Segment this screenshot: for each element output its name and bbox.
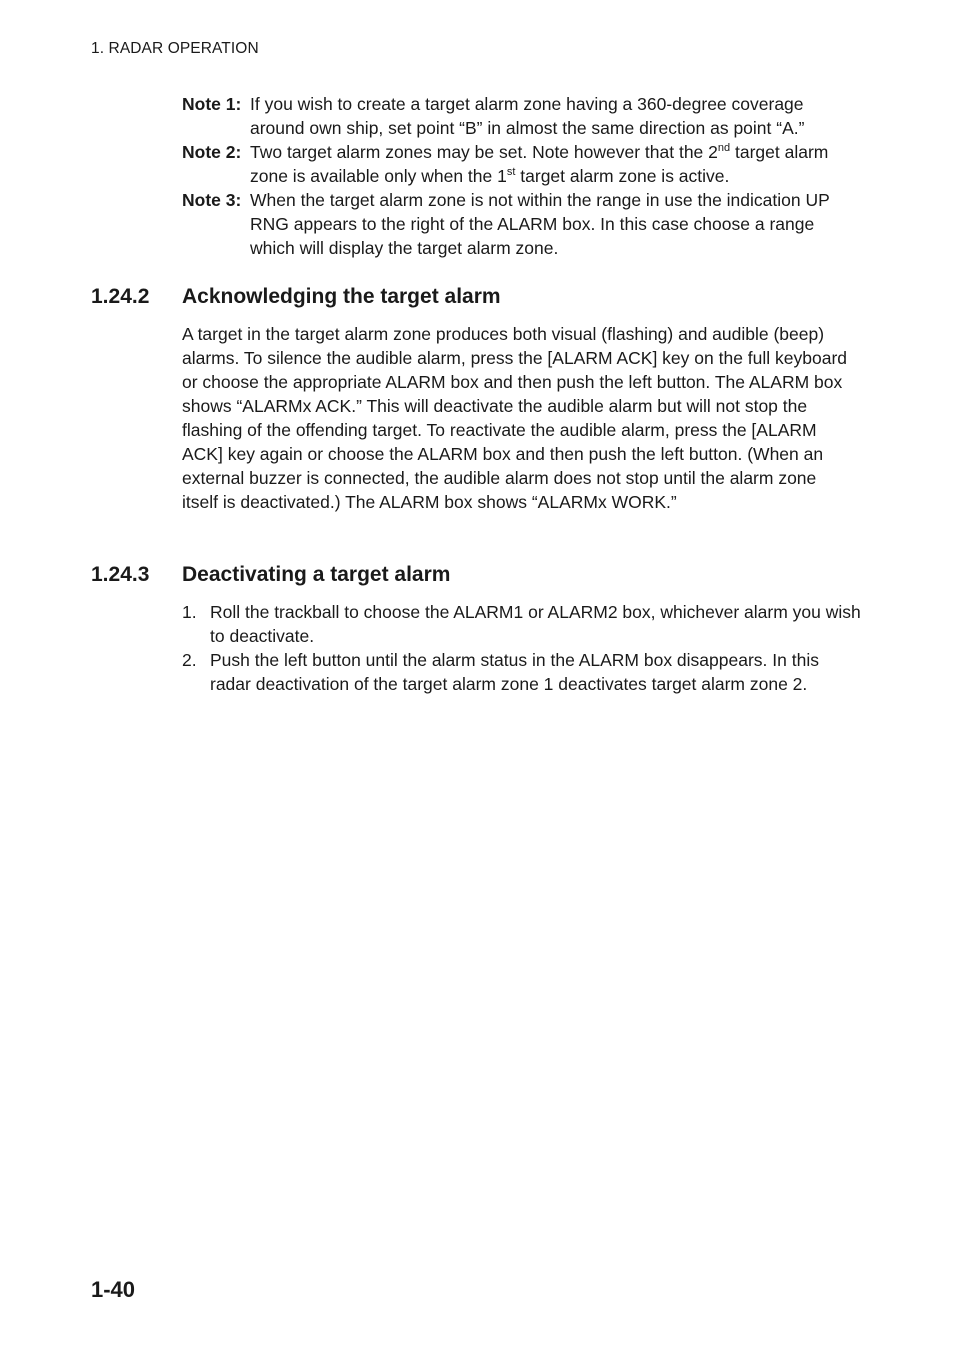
section-number: 1.24.3: [91, 563, 150, 586]
section-number: 1.24.2: [91, 285, 150, 308]
acknowledge-paragraph: A target in the target alarm zone produces both visual (flashing) and audible (beep) alarms. To silence the audible alarm, press the [ALARM ACK] key on the full keyboard or choose the appropriate ALARM box and then push the left button. The ALARM box shows “ALARMx ACK.” This will deactivate the audible alarm but will not stop the flashing of the offending target. To reactivate the audible alarm, press the [ALARM ACK] key again or choose the ALARM box and then push the left button. (When an external buzzer is connected, the audible alarm does not stop until the alarm zone itself is deactivated.) The ALARM box shows “ALARMx WORK.”: [182, 324, 848, 512]
note-text-part: target alarm zone is active.: [515, 166, 730, 186]
note-2: [182, 140, 862, 188]
section-heading-deactivate: [91, 563, 450, 587]
step-text: Roll the trackball to choose the ALARM1 or ALARM2 box, whichever alarm you wish to deactivate.: [210, 602, 861, 646]
note-text: If you wish to create a target alarm zone having a 360-degree coverage around own ship, set point “B” in almost the same direction as point “A.”: [250, 94, 805, 138]
superscript: st: [506, 166, 516, 178]
step-text: Push the left button until the alarm status in the ALARM box disappears. In this radar deactivation of the target alarm zone 1 deactivates target alarm zone 2.: [210, 650, 819, 694]
running-header: 1. RADAR OPERATION: [91, 40, 259, 57]
note-3: [182, 188, 862, 260]
note-1: [182, 92, 862, 140]
section-title: Acknowledging the target alarm: [182, 285, 501, 308]
list-item: [182, 648, 862, 696]
notes-block: [182, 92, 862, 260]
list-item: [182, 600, 862, 648]
superscript: nd: [717, 142, 731, 154]
note-text-part: target alarm zone is available only when the 1: [250, 142, 829, 186]
note-label: Note 1:: [182, 94, 242, 114]
note-text-part: Two target alarm zones may be set. Note however that the 2: [250, 142, 718, 162]
note-text: [250, 140, 862, 188]
step-number: 2.: [182, 650, 197, 670]
note-label: Note 2:: [182, 142, 242, 162]
note-text: When the target alarm zone is not within the range in use the indication UP RNG appears to the right of the ALARM box. In this case choose a range which will display the target alarm zone.: [250, 190, 830, 258]
page-number: 1-40: [91, 1277, 136, 1302]
step-number: 1.: [182, 602, 197, 622]
section-heading-acknowledge: [91, 285, 501, 309]
section-title: Deactivating a target alarm: [182, 563, 451, 586]
note-label: Note 3:: [182, 190, 242, 210]
deactivate-steps: [182, 600, 862, 696]
